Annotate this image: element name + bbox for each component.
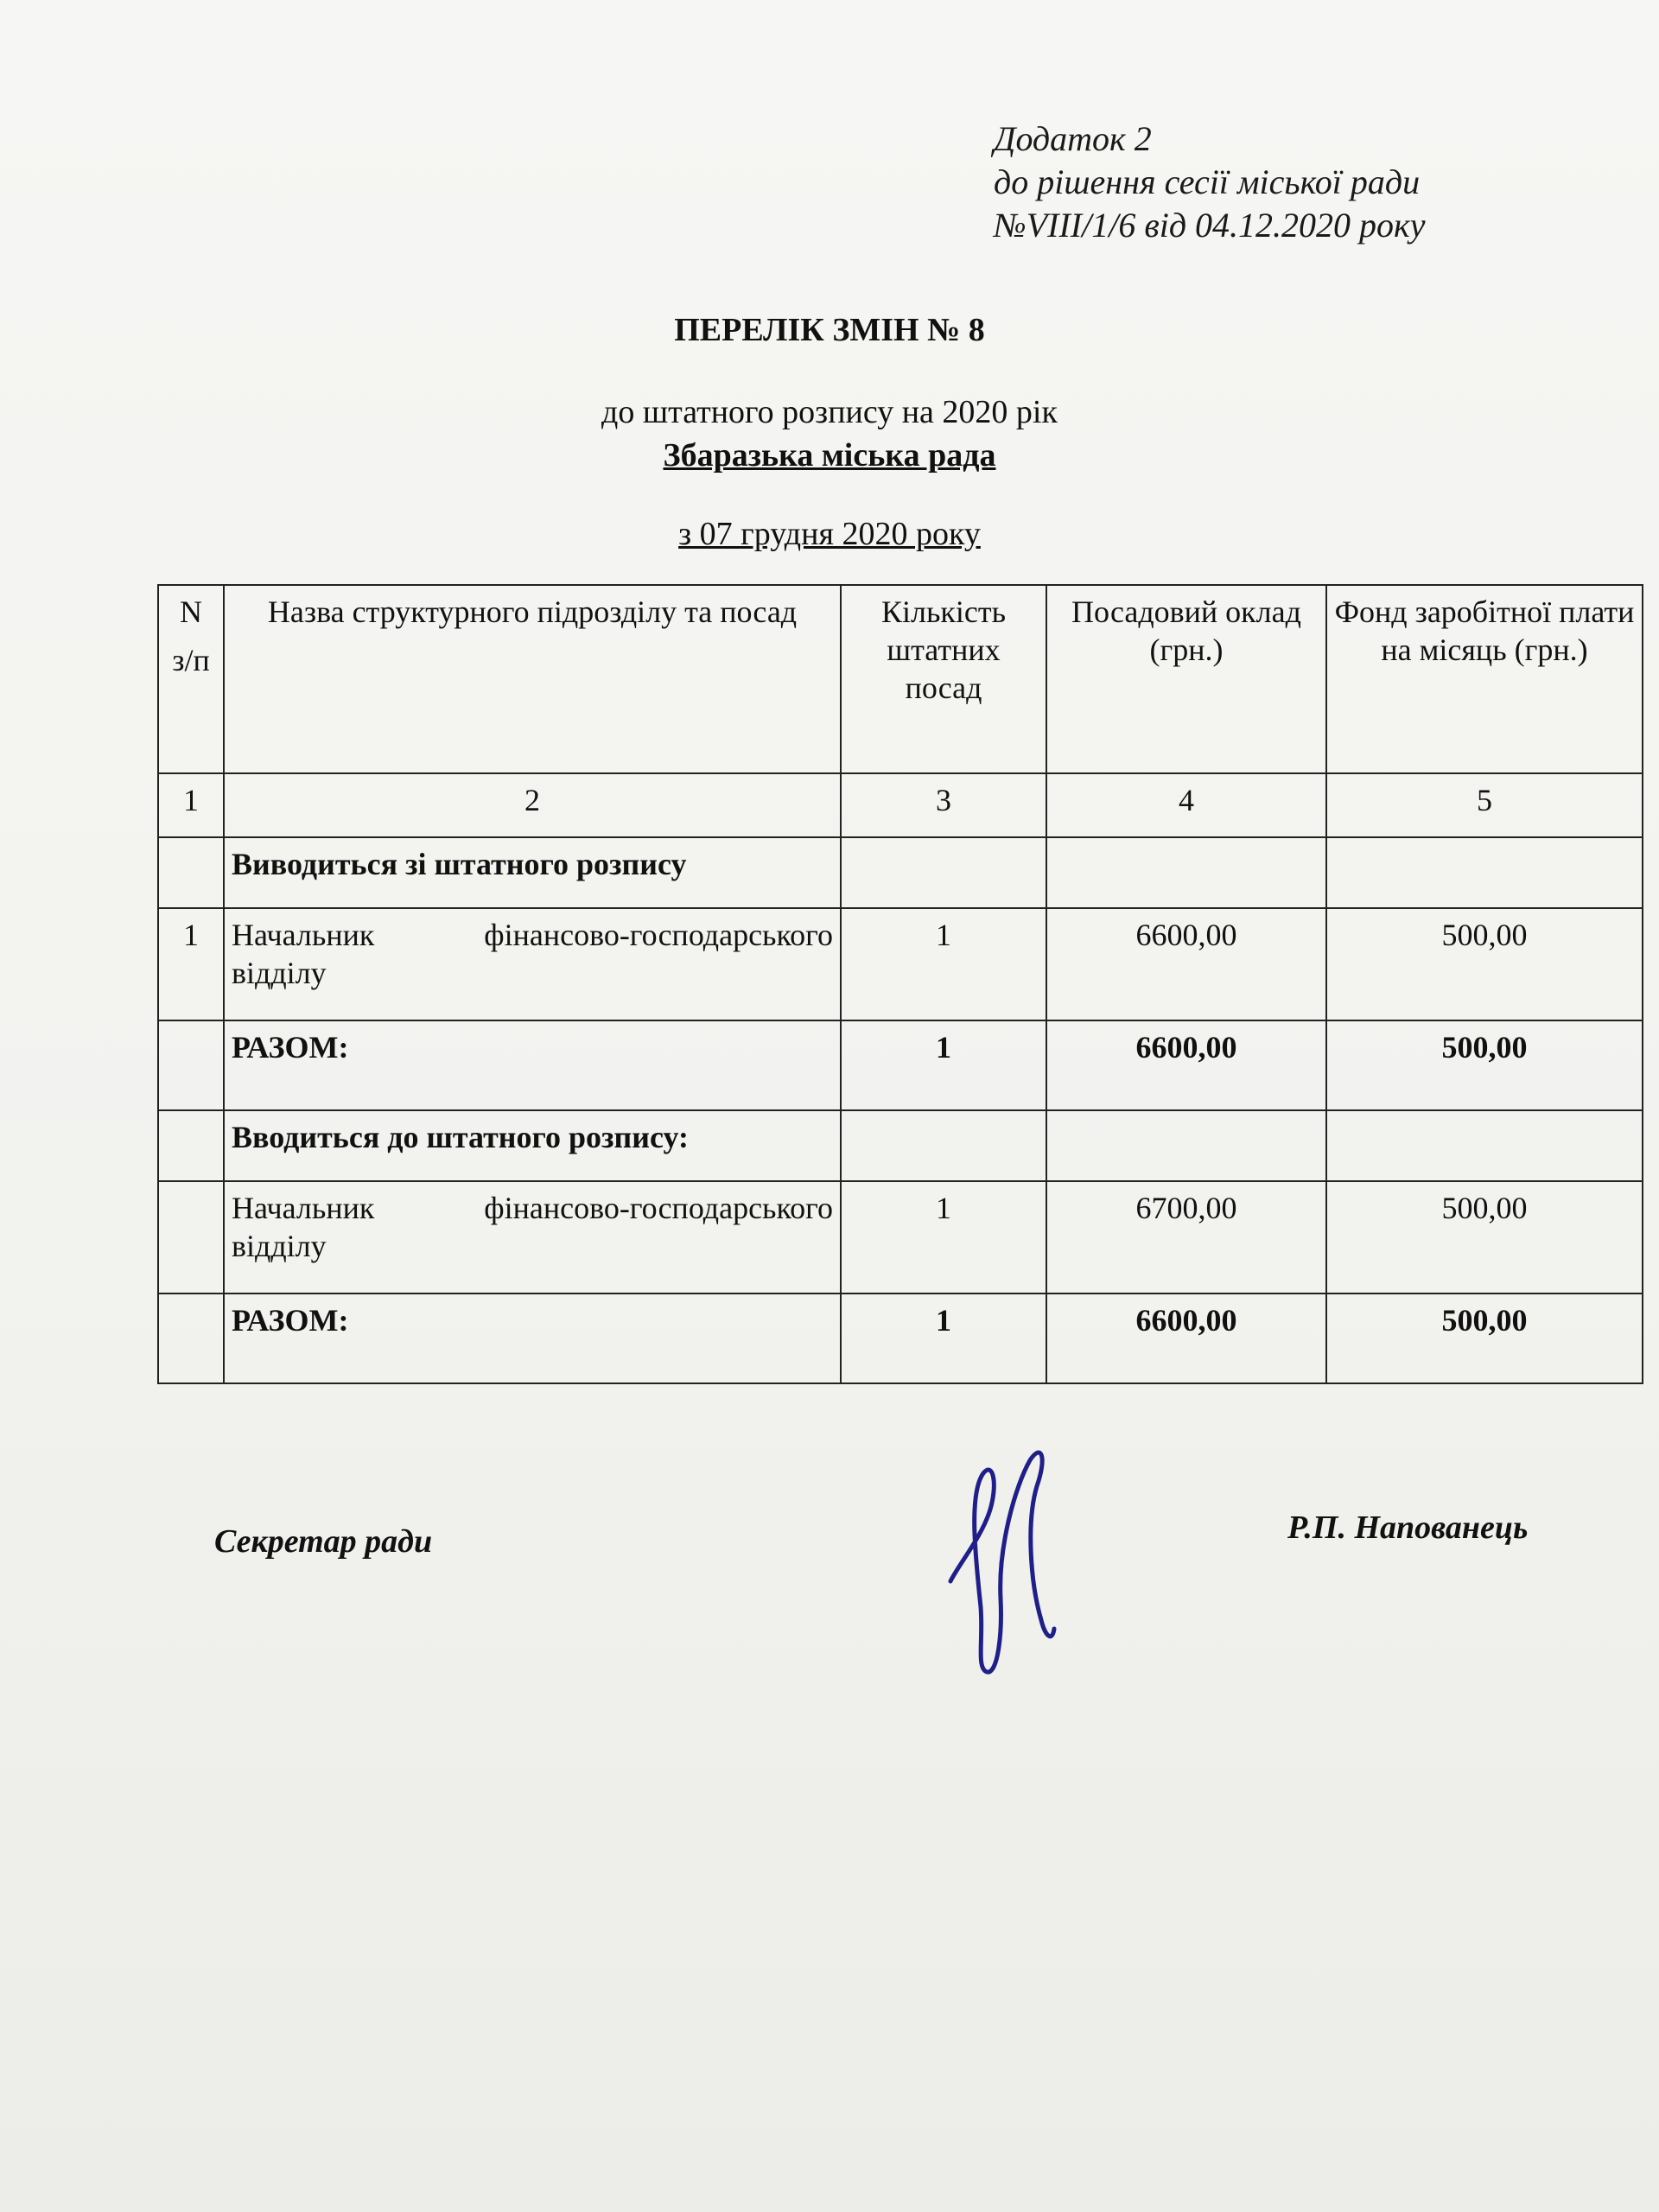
position-count: 1	[841, 1181, 1046, 1294]
section-removed-title: Виводиться зі штатного розпису	[224, 837, 841, 908]
table-header-row	[158, 585, 1643, 773]
total-row	[158, 1020, 1643, 1110]
signatory-title: Секретар ради	[214, 1523, 433, 1560]
table-row	[158, 908, 1643, 1020]
column-number: 1	[158, 773, 224, 837]
position-salary: 6600,00	[1046, 908, 1326, 1020]
column-number: 5	[1326, 773, 1643, 837]
total-salary: 6600,00	[1046, 1294, 1326, 1383]
total-count: 1	[841, 1294, 1046, 1383]
section-removed-row	[158, 837, 1643, 908]
table-row	[158, 1181, 1643, 1294]
column-number: 4	[1046, 773, 1326, 837]
effective-date: з 07 грудня 2020 року	[678, 516, 981, 552]
position-count: 1	[841, 908, 1046, 1020]
annex-line-3: №VIII/1/6 від 04.12.2020 року	[994, 206, 1426, 245]
handwritten-signature	[933, 1434, 1080, 1676]
column-number: 2	[224, 773, 841, 837]
staffing-changes-table	[157, 584, 1643, 1384]
header-number: N з/п	[158, 585, 224, 773]
position-fund: 500,00	[1326, 908, 1643, 1020]
position-salary: 6700,00	[1046, 1181, 1326, 1294]
total-salary: 6600,00	[1046, 1020, 1326, 1110]
header-count: Кількість штатних посад	[841, 585, 1046, 773]
subtitle-line: до штатного розпису на 2020 рік	[601, 394, 1058, 430]
row-number: 1	[158, 908, 224, 1020]
position-name: Начальник фінансово-господарського відділу	[224, 908, 841, 1020]
total-count: 1	[841, 1020, 1046, 1110]
total-fund: 500,00	[1326, 1020, 1643, 1110]
signatory-name: Р.П. Напованець	[1287, 1510, 1529, 1546]
total-label: РАЗОМ:	[224, 1294, 841, 1383]
column-numbers-row	[158, 773, 1643, 837]
header-salary: Посадовий оклад (грн.)	[1046, 585, 1326, 773]
document-subtitle	[0, 391, 1659, 477]
annex-line-2: до рішення сесії міської ради	[994, 162, 1421, 201]
section-added-row	[158, 1110, 1643, 1181]
column-number: 3	[841, 773, 1046, 837]
position-name: Начальник фінансово-господарського відділу	[224, 1181, 841, 1294]
annex-note	[994, 118, 1426, 247]
row-number	[158, 1181, 224, 1294]
header-name: Назва структурного підрозділу та посад	[224, 585, 841, 773]
header-fund: Фонд заробітної плати на місяць (грн.)	[1326, 585, 1643, 773]
annex-line-1: Додаток 2	[994, 119, 1152, 158]
total-row	[158, 1294, 1643, 1383]
section-added-title: Вводиться до штатного розпису:	[224, 1110, 841, 1181]
organization-name: Збаразька міська рада	[663, 437, 996, 474]
total-fund: 500,00	[1326, 1294, 1643, 1383]
document-title: ПЕРЕЛІК ЗМІН № 8	[674, 312, 985, 348]
total-label: РАЗОМ:	[224, 1020, 841, 1110]
position-fund: 500,00	[1326, 1181, 1643, 1294]
